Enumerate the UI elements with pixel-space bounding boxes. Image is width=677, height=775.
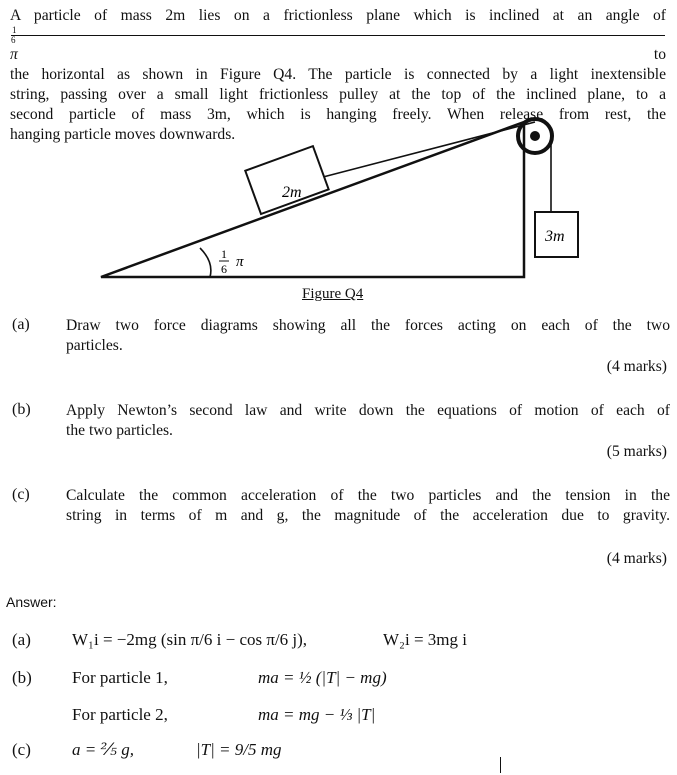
intro-line-2: the horizontal as shown in Figure Q4. The particle is connected by a light inextensible [10,66,666,83]
part-b-text: Apply Newton’s second law and write down the equations of motion of each of the two particles. [66,402,670,439]
answer-b-label: (b) [12,668,32,687]
intro-line-4: second particle of mass 3m, which is hanging freely. When release from rest, the [10,106,666,123]
answer-a-label: (a) [12,630,31,649]
part-a-label: (a) [12,316,30,333]
angle-num: 1 [221,247,227,261]
angle-pi: π [236,254,244,270]
block-3m-label: 3m [545,228,565,245]
part-c-text: Calculate the common acceleration of the two particles and the tension in the string in terms of m and g, the magnitude of the acceleration due to gravity. [66,487,670,524]
block-2m-label: 2m [282,184,302,201]
answer-c-label: (c) [12,740,31,759]
answer-a-eq1: W₁i = −2mg (sin π/6 i − cos π/6 j), [72,630,308,649]
answer-b-p1: For particle 1, [72,668,168,687]
angle-fraction: 1 6 [11,26,665,45]
answer-c-eq2: |T| = 9/5 mg [196,740,282,759]
figure-caption: Figure Q4 [302,286,364,302]
intro-line-5: hanging particle moves downwards. [10,126,236,143]
pulley-axle [530,131,540,141]
text-cursor [500,757,501,773]
angle-den: 6 [221,262,227,276]
part-a-text: Draw two force diagrams showing all the forces acting on each of the two particles. [66,317,670,354]
intro-line-3: string, passing over a small light frictionless pulley at the top of the inclined plane, to a [10,86,666,103]
answer-a-eq2: W₂i = 3mg i [383,630,467,649]
angle-arc [200,248,211,277]
answer-heading: Answer: [6,594,57,610]
part-b-label: (b) [12,401,31,418]
answer-c-eq1: a = ⅖ g, [72,740,134,759]
intro-line-1: A particle of mass 2m lies on a frictionless plane which is inclined at an angle of 1 6 π to [10,7,666,63]
answer-b-p2: For particle 2, [72,705,168,724]
part-c-marks: (4 marks) [606,550,667,567]
answer-b-eq2: ma = mg − ⅓ |T| [258,705,376,724]
part-b-marks: (5 marks) [606,443,667,460]
part-a-marks: (4 marks) [606,358,667,375]
block-2m [245,146,328,214]
figure-q4 [0,0,677,290]
answer-b-eq1: ma = ½ (|T| − mg) [258,668,387,687]
string-incline [300,122,535,183]
part-c-label: (c) [12,486,30,503]
